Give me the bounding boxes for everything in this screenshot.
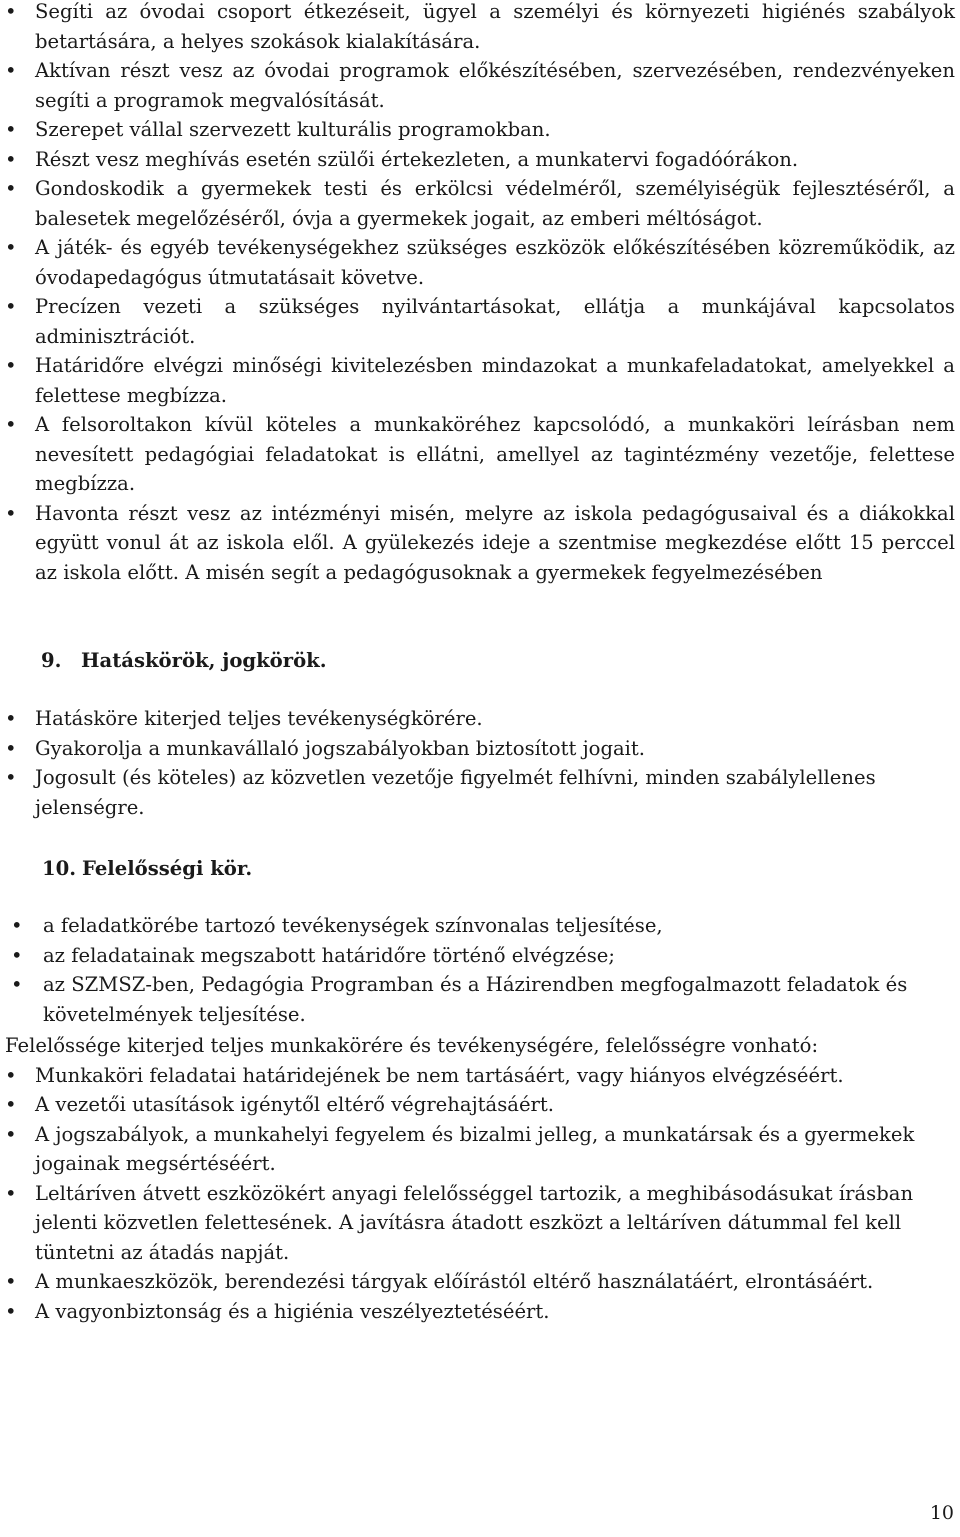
list-item: • Precízen vezeti a szükséges nyilvántartásokat, ellátja a munkájával kapcsolatos adminisztrációt. <box>5 292 955 351</box>
list-item: • Jogosult (és köteles) az közvetlen vezetője figyelmét felhívni, minden szabálylellenes jelenségre. <box>5 763 955 822</box>
list-item: • Gondoskodik a gyermekek testi és erkölcsi védelméről, személyiségük fejlesztéséről, a balesetek megelőzéséről, óvja a gyermekek jogait, az emberi méltóságot. <box>5 174 955 233</box>
section-10-list <box>5 911 955 1029</box>
list-item: • A játék- és egyéb tevékenységekhez szükséges eszközök előkészítésében közreműködik, az óvodapedagógus útmutatásait követve. <box>5 233 955 292</box>
section-9-heading <box>41 646 327 676</box>
section-10-title: Felelősségi kör. <box>82 857 253 880</box>
list-item: • Leltáríven átvett eszközökért anyagi felelősséggel tartozik, a meghibásodásukat írásban jelenti közvetlen felettesének. A javításra átadott eszközt a leltáríven dátummal fel kell tüntetni az átadás napját. <box>5 1179 955 1268</box>
section-9-number: 9. <box>41 649 62 672</box>
list-item: • Segíti az óvodai csoport étkezéseit, ügyel a személyi és környezeti higiénés szabályok betartására, a helyes szokások kialakítására. <box>5 0 955 56</box>
list-item: • Gyakorolja a munkavállaló jogszabályokban biztosított jogait. <box>5 734 955 764</box>
section-10-number: 10. <box>42 857 77 880</box>
section-10-heading <box>42 854 252 884</box>
list-item: • A jogszabályok, a munkahelyi fegyelem és bizalmi jelleg, a munkatársak és a gyermekek jogainak megsértéséért. <box>5 1120 955 1179</box>
list-item: • a feladatkörébe tartozó tevékenységek színvonalas teljesítése, <box>5 911 955 941</box>
page-number: 10 <box>929 1502 954 1524</box>
list-item: • Szerepet vállal szervezett kulturális programokban. <box>5 115 955 145</box>
list-item: • A felsoroltakon kívül köteles a munkaköréhez kapcsolódó, a munkaköri leírásban nem nevesített pedagógiai feladatokat is ellátni, amellyel az tagintézmény vezetője, felettese megbízza. <box>5 410 955 499</box>
duties-list <box>5 0 955 587</box>
list-item: • Határidőre elvégzi minőségi kivitelezésben mindazokat a munkafeladatokat, amelyekkel a felettese megbízza. <box>5 351 955 410</box>
list-item: • Hatásköre kiterjed teljes tevékenységkörére. <box>5 704 955 734</box>
list-item: • az SZMSZ-ben, Pedagógia Programban és a Házirendben megfogalmazott feladatok és követelmények teljesítése. <box>5 970 955 1029</box>
liability-block <box>5 1031 955 1326</box>
list-item: • Munkaköri feladatai határidejének be nem tartásáért, vagy hiányos elvégzéséért. <box>5 1061 955 1091</box>
list-item: • Havonta részt vesz az intézményi misén, melyre az iskola pedagógusaival és a diákokkal együtt vonul át az iskola elől. A gyülekezés ideje a szentmise megkezdése előtt 15 perccel az iskola előtt. A misén segít a pedagógusoknak a gyermekek fegyelmezésében <box>5 499 955 588</box>
list-item: • A vagyonbiztonság és a higiénia veszélyeztetéséért. <box>5 1297 955 1327</box>
list-item: • az feladatainak megszabott határidőre történő elvégzése; <box>5 941 955 971</box>
list-item: • A vezetői utasítások igénytől eltérő végrehajtásáért. <box>5 1090 955 1120</box>
list-item: • Aktívan részt vesz az óvodai programok előkészítésében, szervezésében, rendezvényeken segíti a programok megvalósítását. <box>5 56 955 115</box>
section-9-title: Hatáskörök, jogkörök. <box>81 649 327 672</box>
liability-intro: Felelőssége kiterjed teljes munkakörére és tevékenységére, felelősségre vonható: <box>5 1034 819 1057</box>
list-item: • A munkaeszközök, berendezési tárgyak előírástól eltérő használatáért, elrontásáért. <box>5 1267 955 1297</box>
list-item: • Részt vesz meghívás esetén szülői értekezleten, a munkatervi fogadóórákon. <box>5 145 955 175</box>
section-9-list <box>5 704 955 822</box>
